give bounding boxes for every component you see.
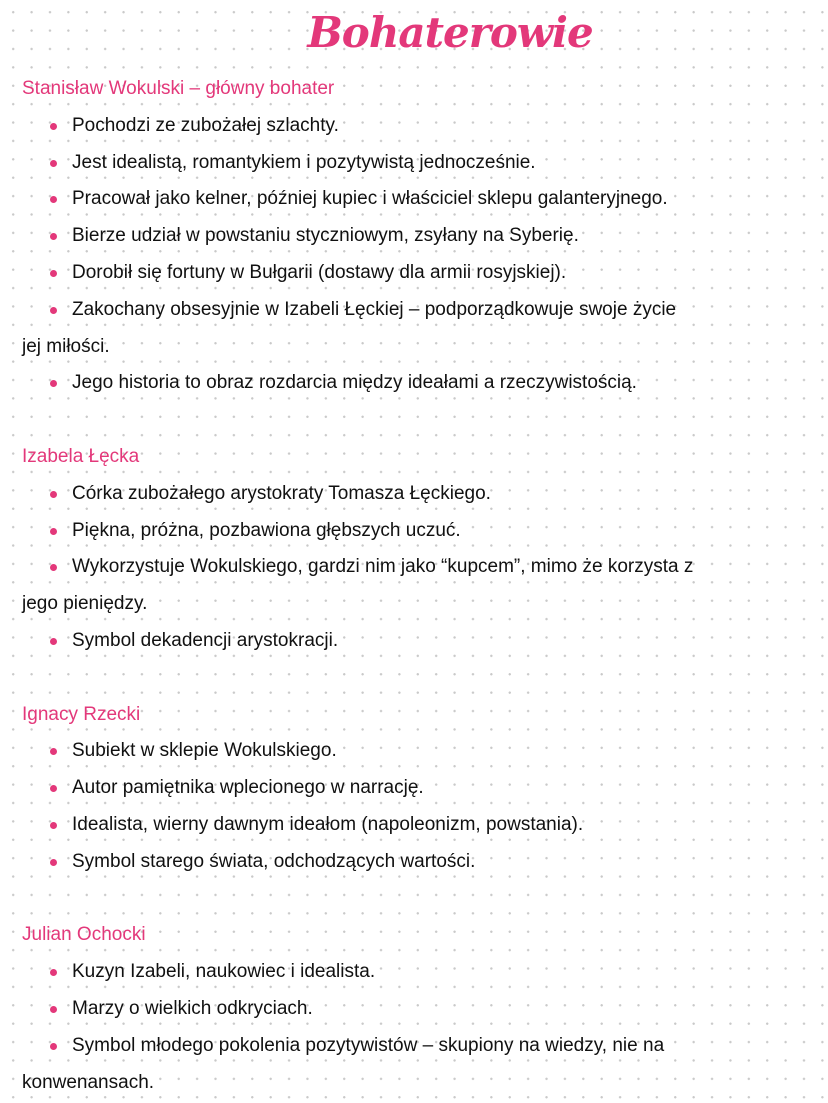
list-item-text: Symbol dekadencji arystokracji. [72, 629, 339, 651]
bullet-icon [50, 564, 57, 571]
list-item-text: Zakochany obsesyjnie w Izabeli Łęckiej – podporządkowuje swoje życie [72, 298, 677, 320]
list-item [0, 181, 828, 218]
list-item-text: Bierze udział w powstaniu styczniowym, zsyłany na Syberię. [72, 225, 579, 247]
list-item-text: Pochodzi ze zubożałej szlachty. [72, 114, 339, 136]
blank-line [0, 660, 828, 697]
bullet-icon [50, 822, 57, 829]
list-item-text: Subiekt w sklepie Wokulskiego. [72, 740, 337, 762]
list-item [0, 733, 828, 770]
list-item-text: Autor pamiętnika wplecionego w narrację. [72, 777, 424, 799]
list-item [0, 145, 828, 182]
list-item-text: Kuzyn Izabeli, naukowiec i idealista. [72, 961, 376, 983]
list-item-text: Jest idealistą, romantykiem i pozytywistą jednocześnie. [72, 151, 536, 173]
bullet-icon [50, 859, 57, 866]
list-item-text: Jego historia to obraz rozdarcia między ideałami a rzeczywistością. [72, 372, 637, 394]
list-item [0, 476, 828, 513]
list-item [0, 954, 828, 991]
bullet-icon [50, 748, 57, 755]
list-item-text: Idealista, wierny dawnym ideałom (napoleonizm, powstania). [72, 813, 584, 835]
bullet-icon [50, 380, 57, 387]
list-item [0, 991, 828, 1028]
page-title: Bohaterowie [307, 8, 593, 57]
list-item [0, 623, 828, 660]
list-item [0, 108, 828, 145]
list-item-text: Pracował jako kelner, później kupiec i właściciel sklepu galanteryjnego. [72, 188, 668, 210]
bullet-icon [50, 123, 57, 130]
section-heading: Ignacy Rzecki [22, 703, 141, 725]
list-item [0, 218, 828, 255]
list-item-text: Dorobił się fortuny w Bułgarii (dostawy dla armii rosyjskiej). [72, 261, 567, 283]
list-item-text: Córka zubożałego arystokraty Tomasza Łęckiego. [72, 482, 491, 504]
list-item-text: Piękna, próżna, pozbawiona głębszych uczuć. [72, 519, 461, 541]
list-item [0, 549, 828, 586]
bullet-icon [50, 491, 57, 498]
list-item-text: Symbol starego świata, odchodzących wartości. [72, 850, 476, 872]
list-item [0, 844, 828, 881]
list-item [0, 292, 828, 329]
list-item [0, 513, 828, 550]
bullet-icon [50, 638, 57, 645]
bullet-icon [50, 270, 57, 277]
section-heading: Stanisław Wokulski – główny bohater [22, 78, 335, 99]
list-item [0, 255, 828, 292]
bullet-icon [50, 1006, 57, 1013]
list-item-text: Wykorzystuje Wokulskiego, gardzi nim jako “kupcem”, mimo że korzysta z [72, 556, 694, 578]
notes-content [0, 71, 828, 1101]
bullet-icon [50, 233, 57, 240]
list-item-continuation: jej miłości. [22, 335, 110, 357]
bullet-icon [50, 785, 57, 792]
list-item-continuation: jego pieniędzy. [22, 593, 148, 615]
list-item-text: Symbol młodego pokolenia pozytywistów – skupiony na wiedzy, nie na [72, 1034, 665, 1056]
blank-line [0, 402, 828, 439]
list-item [0, 807, 828, 844]
blank-line [0, 881, 828, 918]
bullet-icon [50, 1043, 57, 1050]
bullet-icon [50, 196, 57, 203]
list-item [0, 1028, 828, 1065]
bullet-icon [50, 160, 57, 167]
bullet-icon [50, 969, 57, 976]
list-item [0, 365, 828, 402]
list-item-continuation: konwenansach. [22, 1071, 155, 1093]
list-item [0, 770, 828, 807]
bullet-icon [50, 528, 57, 535]
bullet-icon [50, 307, 57, 314]
section-heading: Izabela Łęcka [22, 445, 140, 467]
list-item-text: Marzy o wielkich odkryciach. [72, 997, 313, 1019]
section-heading: Julian Ochocki [22, 924, 146, 946]
